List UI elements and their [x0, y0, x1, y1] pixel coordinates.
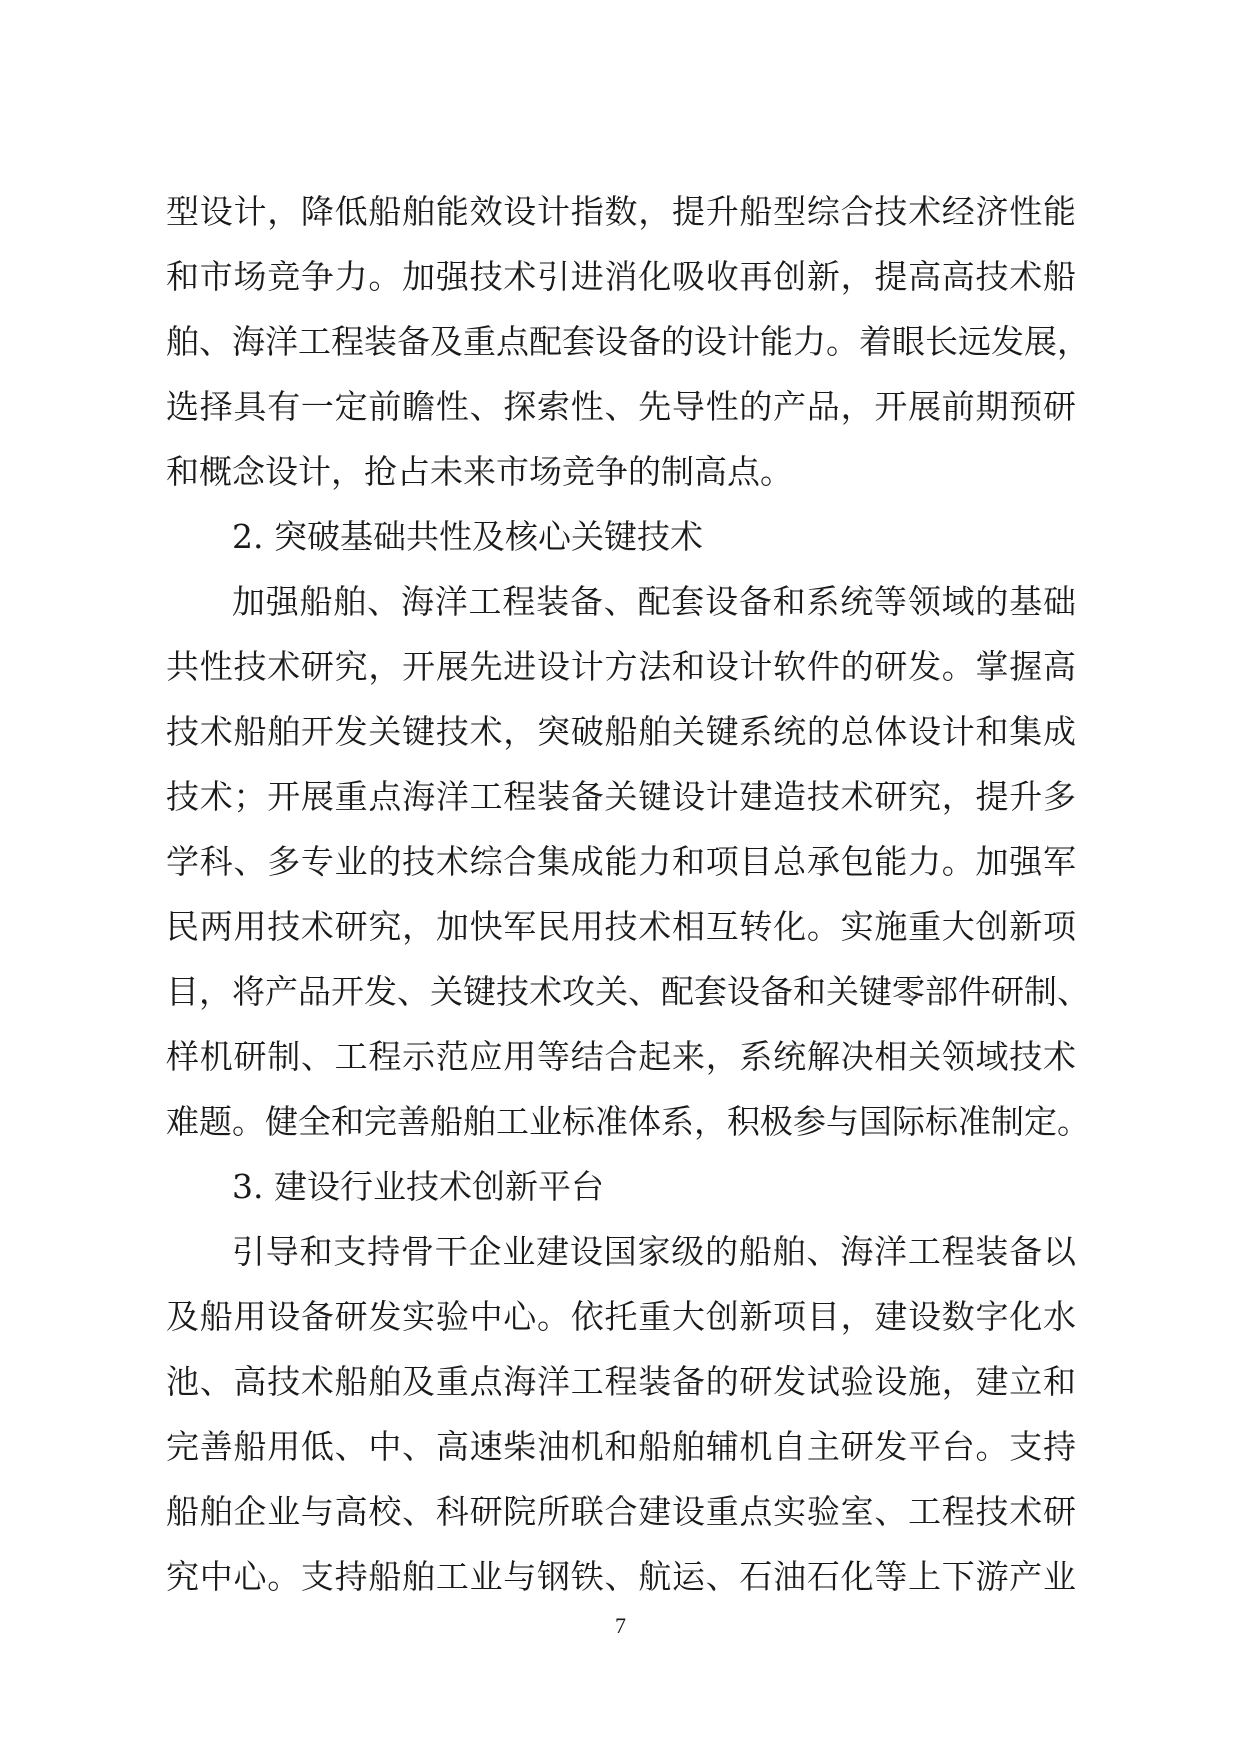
body-text-line: 型设计，降低船舶能效设计指数，提升船型综合技术经济性能 — [166, 192, 1076, 231]
paragraph-first-line: 引导和支持骨干企业建设国家级的船舶、海洋工程装备以 — [232, 1232, 1076, 1271]
body-text-line: 和市场竞争力。加强技术引进消化吸收再创新，提高高技术船 — [166, 257, 1076, 296]
paragraph-first-line: 加强船舶、海洋工程装备、配套设备和系统等领域的基础 — [232, 582, 1076, 621]
body-text-line: 难题。健全和完善船舶工业标准体系，积极参与国际标准制定。 — [166, 1102, 1090, 1141]
body-text-line: 技术；开展重点海洋工程装备关键设计建造技术研究，提升多 — [166, 777, 1076, 816]
body-text-line: 完善船用低、中、高速柴油机和船舶辅机自主研发平台。支持 — [166, 1427, 1076, 1466]
body-text-line: 池、高技术船舶及重点海洋工程装备的研发试验设施，建立和 — [166, 1362, 1076, 1401]
body-text-line: 样机研制、工程示范应用等结合起来，系统解决相关领域技术 — [166, 1037, 1076, 1076]
body-text-line: 学科、多专业的技术综合集成能力和项目总承包能力。加强军 — [166, 842, 1076, 881]
body-text-line: 及船用设备研发实验中心。依托重大创新项目，建设数字化水 — [166, 1297, 1076, 1336]
body-text-line: 民两用技术研究，加快军民用技术相互转化。实施重大创新项 — [166, 907, 1076, 946]
section-heading: 2. 突破基础共性及核心关键技术 — [232, 517, 703, 556]
body-text-line: 选择具有一定前瞻性、探索性、先导性的产品，开展前期预研 — [166, 387, 1076, 426]
body-text-line: 共性技术研究，开展先进设计方法和设计软件的研发。掌握高 — [166, 647, 1076, 686]
body-text-line: 和概念设计，抢占未来市场竞争的制高点。 — [166, 452, 793, 491]
body-text-line: 舶、海洋工程装备及重点配套设备的设计能力。着眼长远发展， — [166, 322, 1090, 361]
body-text-line: 究中心。支持船舶工业与钢铁、航运、石油石化等上下游产业 — [166, 1557, 1076, 1596]
page-number: 7 — [615, 1613, 626, 1638]
section-heading: 3. 建设行业技术创新平台 — [232, 1167, 604, 1206]
body-text-line: 目，将产品开发、关键技术攻关、配套设备和关键零部件研制、 — [166, 972, 1090, 1011]
body-text-line: 船舶企业与高校、科研院所联合建设重点实验室、工程技术研 — [166, 1492, 1076, 1531]
body-text-line: 技术船舶开发关键技术，突破船舶关键系统的总体设计和集成 — [166, 712, 1076, 751]
